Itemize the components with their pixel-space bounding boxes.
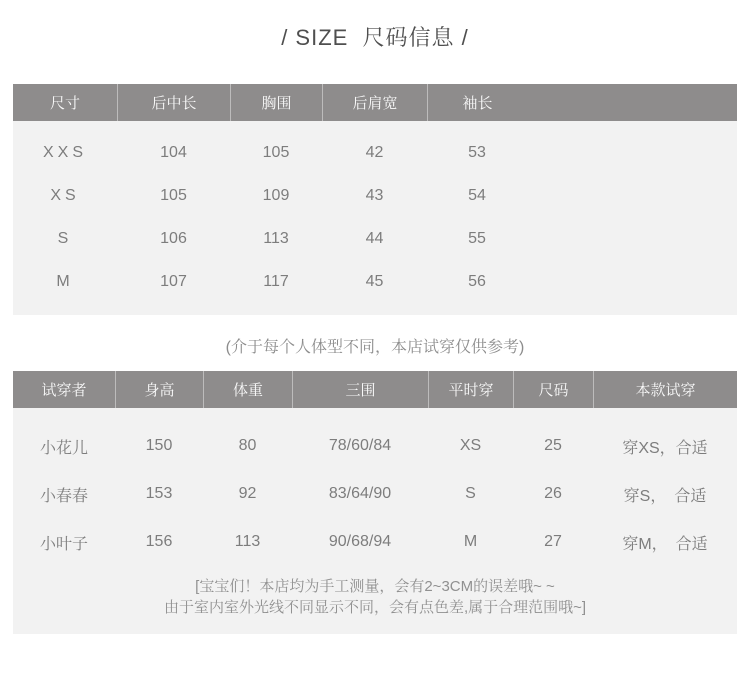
table-row [13, 174, 737, 217]
table-row [13, 422, 737, 470]
value-cell: 117 [263, 272, 289, 290]
value-cell: 113 [263, 229, 289, 247]
value-cell: 153 [145, 485, 173, 502]
value-cell: 92 [238, 485, 257, 502]
value-cell: 54 [468, 186, 486, 204]
fit-result-cell: 穿M， 合适 [622, 535, 708, 553]
size-cell: XS [50, 186, 80, 204]
value-cell: 44 [365, 229, 384, 247]
value-cell: 56 [468, 272, 486, 290]
value-cell: 104 [160, 143, 187, 161]
model-name-cell: 小春春 [39, 487, 88, 505]
header-size: 尺寸 [49, 95, 80, 112]
size-info-page [0, 25, 750, 634]
value-cell: 109 [262, 186, 290, 204]
header-model: 试穿者 [41, 382, 87, 399]
value-cell: 106 [160, 229, 187, 247]
header-measurements: 三围 [292, 371, 428, 408]
size-spec-table [13, 84, 737, 315]
value-cell: 83/64/90 [328, 485, 392, 502]
value-cell: 26 [544, 485, 562, 502]
header-sleeve: 袖长 [427, 84, 527, 121]
value-cell: 113 [234, 533, 261, 550]
value-cell: 45 [365, 272, 384, 290]
value-cell: 25 [544, 437, 562, 454]
table-row [13, 518, 737, 566]
value-cell: 90/68/94 [328, 533, 392, 550]
size-table-header-row [13, 84, 737, 121]
value-cell: 156 [145, 533, 173, 550]
fit-table-header-row [13, 371, 737, 408]
value-cell: 53 [468, 143, 486, 161]
fit-disclaimer-note: (介于每个人体型不同，本店试穿仅供参考) [225, 339, 525, 356]
header-height: 身高 [115, 371, 203, 408]
size-cell: S [57, 229, 73, 247]
try-on-table [13, 371, 737, 634]
value-cell: S [465, 485, 476, 502]
fit-table-body [13, 408, 737, 634]
value-cell: 105 [160, 186, 187, 204]
header-back-length: 后中长 [117, 84, 230, 121]
value-cell: 150 [145, 437, 173, 454]
value-cell: 43 [365, 186, 384, 204]
model-name-cell: 小花儿 [39, 439, 88, 457]
page-title: / SIZE 尺码信息 / [281, 25, 469, 50]
footnote-line: [宝宝们！本店均为手工测量，会有2~3CM的误差哦~ ~ [195, 578, 555, 595]
header-shoulder: 后肩宽 [322, 84, 427, 121]
header-filler [527, 84, 737, 121]
table-row [13, 131, 737, 174]
size-table-body [13, 121, 737, 315]
fit-result-cell: 穿S， 合适 [623, 487, 707, 505]
model-name-cell: 小叶子 [39, 535, 88, 553]
header-usual-size: 平时穿 [428, 371, 513, 408]
value-cell: 27 [544, 533, 562, 550]
header-weight: 体重 [203, 371, 292, 408]
table-row [13, 260, 737, 303]
header-bust: 胸围 [230, 84, 322, 121]
header-fit-result: 本款试穿 [593, 371, 737, 408]
table-row [13, 470, 737, 518]
value-cell: 78/60/84 [328, 437, 392, 454]
value-cell: XS [459, 437, 482, 454]
measurement-footnotes [13, 576, 737, 618]
size-cell: XXS [42, 143, 87, 161]
fit-result-cell: 穿XS，合适 [622, 439, 708, 457]
value-cell: 80 [238, 437, 257, 454]
value-cell: 55 [468, 229, 486, 247]
header-size-num: 尺码 [513, 371, 593, 408]
size-cell: M [56, 272, 74, 290]
table-row [13, 217, 737, 260]
value-cell: 42 [365, 143, 384, 161]
value-cell: 105 [262, 143, 290, 161]
value-cell: 107 [160, 272, 187, 290]
value-cell: M [463, 533, 478, 550]
footnote-line: 由于室内室外光线不同显示不同，会有点色差,属于合理范围哦~] [163, 599, 587, 616]
